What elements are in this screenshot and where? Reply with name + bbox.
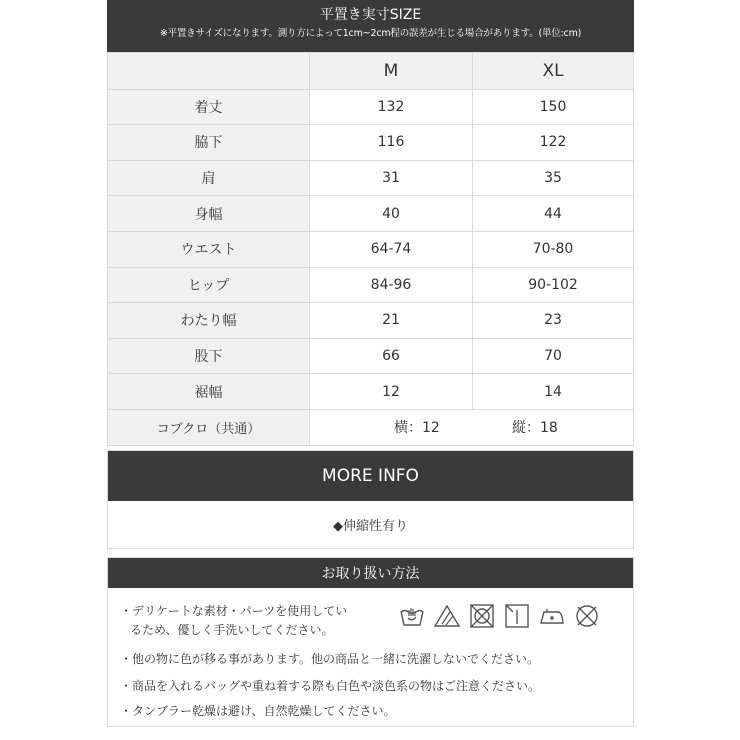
row-label: ウエスト <box>108 232 309 267</box>
value-xl: 70 <box>472 339 633 374</box>
table-row-cord <box>108 409 633 445</box>
row-label: わたり幅 <box>108 303 309 338</box>
value-m: 84-96 <box>309 268 472 303</box>
table-row <box>108 302 633 338</box>
value-m: 64-74 <box>309 232 472 267</box>
no-dry-clean-icon <box>573 602 601 630</box>
value-xl: 90-102 <box>472 268 633 303</box>
table-row <box>108 338 633 374</box>
line-dry-icon <box>503 602 531 630</box>
value-m: 21 <box>309 303 472 338</box>
table-row <box>108 160 633 196</box>
more-info-body: ◆伸縮性有り <box>333 519 408 534</box>
row-label: 股下 <box>108 339 309 374</box>
row-label: 肩 <box>108 161 309 196</box>
value-m: 66 <box>309 339 472 374</box>
size-table <box>107 52 634 446</box>
care-title: お取り扱い方法 <box>108 558 633 588</box>
table-row <box>108 195 633 231</box>
care-line-5: ・タンブラー乾燥は避け、自然乾燥してください。 <box>120 704 396 718</box>
cord-values <box>309 410 633 445</box>
corner-cell <box>108 53 309 89</box>
care-line-4: ・商品を入れるバッグや重ね着する際も白色や淡色系の物はご注意ください。 <box>120 679 541 693</box>
value-xl: 122 <box>472 125 633 160</box>
value-xl: 35 <box>472 161 633 196</box>
bleach-icon <box>433 602 461 630</box>
table-row <box>108 373 633 409</box>
care-icons <box>398 602 601 630</box>
more-info <box>107 450 634 549</box>
value-m: 116 <box>309 125 472 160</box>
cord-width: 横：12 <box>394 420 440 437</box>
care-line-3: ・他の物に色が移る事があります。他の商品と一緒に洗濯しないでください。 <box>120 652 540 666</box>
value-xl: 70-80 <box>472 232 633 267</box>
size-chart-header <box>107 0 634 52</box>
size-chart-note: ※平置きサイズになります。測り方によって1cm~2cm程の誤差が生じる場合があります。(単位:cm) <box>159 28 582 39</box>
table-row <box>108 231 633 267</box>
value-m: 132 <box>309 90 472 125</box>
value-xl: 44 <box>472 196 633 231</box>
row-label: 身幅 <box>108 196 309 231</box>
size-chart <box>107 0 634 446</box>
row-label: 裾幅 <box>108 374 309 409</box>
column-header-m: M <box>309 53 472 89</box>
hand-wash-icon <box>398 602 426 630</box>
care-line-1: ・デリケートな素材・パーツを使用してい <box>120 604 348 618</box>
cord-label: コブクロ（共通） <box>108 410 309 445</box>
care-instructions <box>107 557 634 727</box>
care-body <box>108 588 633 726</box>
value-m: 31 <box>309 161 472 196</box>
column-header-xl: XL <box>472 53 633 89</box>
value-xl: 23 <box>472 303 633 338</box>
table-row <box>108 124 633 160</box>
value-m: 12 <box>309 374 472 409</box>
row-label: 着丈 <box>108 90 309 125</box>
value-m: 40 <box>309 196 472 231</box>
more-info-title: MORE INFO <box>108 451 633 501</box>
value-xl: 150 <box>472 90 633 125</box>
value-xl: 14 <box>472 374 633 409</box>
row-label: ヒップ <box>108 268 309 303</box>
cord-height: 縦：18 <box>512 420 558 437</box>
size-chart-title: 平置き実寸SIZE <box>319 7 422 23</box>
table-row <box>108 89 633 125</box>
size-table-header-row <box>108 53 633 89</box>
care-line-2: るため、優しく手洗いしてください。 <box>130 623 334 637</box>
low-iron-icon <box>538 602 566 630</box>
row-label: 脇下 <box>108 125 309 160</box>
table-row <box>108 267 633 303</box>
no-tumble-dry-icon <box>468 602 496 630</box>
